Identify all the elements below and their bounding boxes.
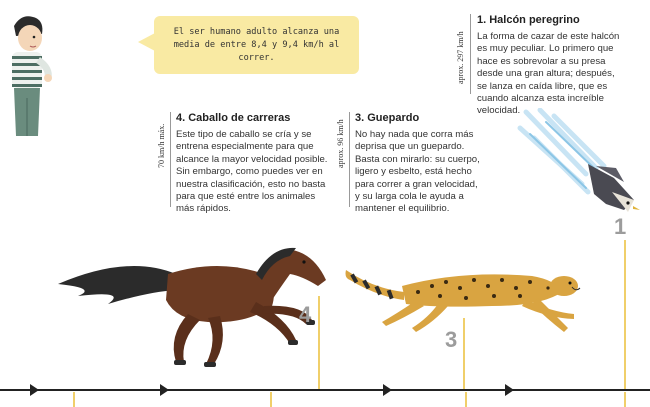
boy-illustration <box>0 8 62 138</box>
timeline-arrow-icon <box>30 384 39 396</box>
horse-speed-label: 70 km/h máx. <box>157 123 166 168</box>
timeline-tick <box>465 392 467 407</box>
speech-bubble-text: El ser humano adulto alcanza una media de entre 8,4 y 9,4 km/h al correr. <box>173 26 340 63</box>
timeline-baseline <box>0 389 650 391</box>
cheetah-illustration <box>342 262 592 337</box>
timeline-arrow-icon <box>383 384 392 396</box>
cheetah-description: No hay nada que corra más deprisa que un guepardo. Basta con mirarlo: su cuerpo, ligero y esbelto, está hecho para correr a gran velocidad, y su larga cola le ayuda a mantener el equilibrio. <box>355 129 480 215</box>
horse-illustration <box>58 244 333 369</box>
horse-title: 4. Caballo de carreras <box>176 112 291 124</box>
falcon-description: La forma de cazar de este halcón es muy peculiar. Lo primero que hace es sobrevolar a su presa desde una gran altura; después, se lanza en caída libre, que es cuando alcanza esta increíble velocidad. <box>477 31 620 117</box>
horse-rank: 4 <box>299 302 312 327</box>
falcon-rank: 1 <box>614 214 627 239</box>
falcon-speed-label: aprox. 297 km/h <box>456 31 465 84</box>
speech-bubble <box>154 16 359 74</box>
speech-bubble-tail <box>138 33 155 51</box>
horse-divider <box>170 112 171 207</box>
timeline-tick <box>73 392 75 407</box>
horse-description: Este tipo de caballo se cría y se entrena especialmente para que alcance la mayor velocidad posible. Sin embargo, como puedes ver en nuestra clasificación, esto no basta para que esté entre los animales más rápidos. <box>176 129 328 215</box>
cheetah-title: 3. Guepardo <box>355 112 420 124</box>
falcon-title: 1. Halcón peregrino <box>477 14 580 26</box>
horse-marker-line <box>318 296 320 390</box>
falcon-marker-line <box>624 240 626 390</box>
cheetah-marker-line <box>463 318 465 390</box>
timeline-arrow-icon <box>160 384 169 396</box>
timeline-tick <box>624 392 626 407</box>
timeline-arrow-icon <box>505 384 514 396</box>
cheetah-divider <box>349 112 350 207</box>
falcon-illustration <box>516 108 646 223</box>
falcon-divider <box>470 14 471 94</box>
cheetah-rank: 3 <box>445 327 458 352</box>
cheetah-speed-label: aprox. 96 km/h <box>336 119 345 168</box>
timeline-tick <box>270 392 272 407</box>
